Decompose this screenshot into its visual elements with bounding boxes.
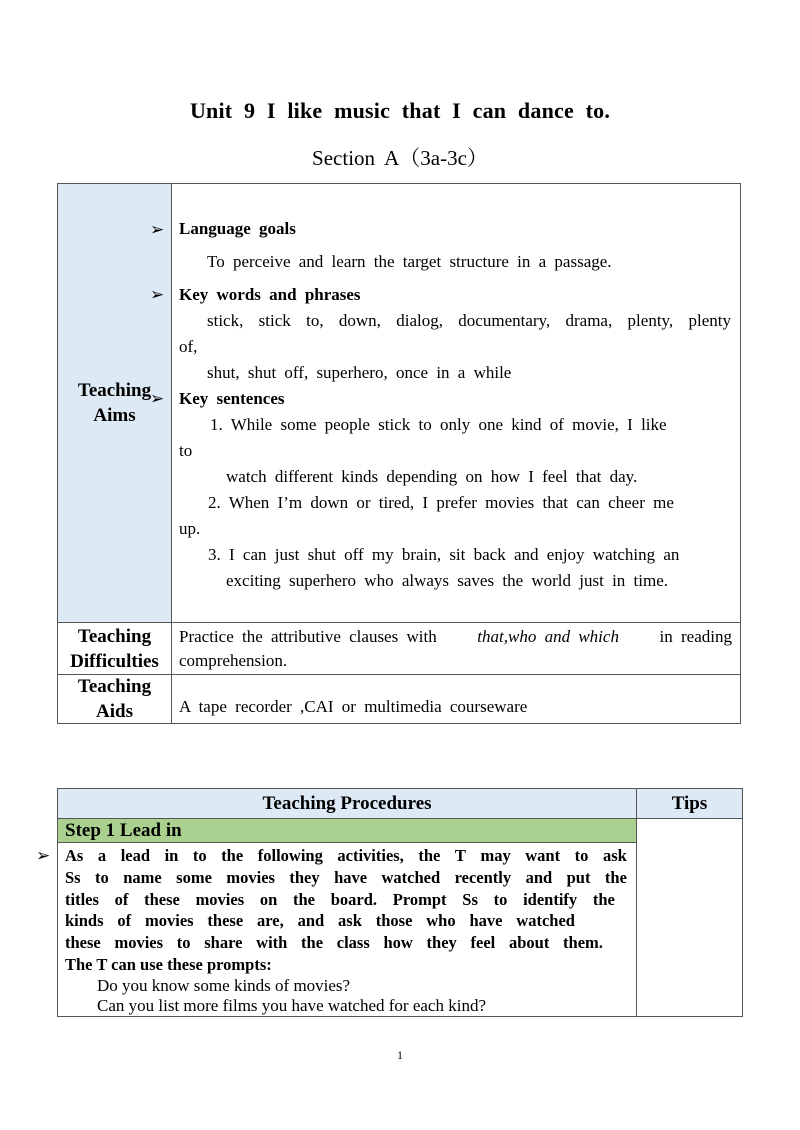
page-number: 1 — [397, 1048, 403, 1062]
sentence-1-line-2: to — [179, 441, 193, 460]
procedures-header — [58, 789, 636, 819]
sentence-1-line-3: watch different kinds depending on how I feel that day. — [226, 467, 638, 486]
difficulties-line-1 — [179, 627, 732, 647]
key-words-line — [207, 311, 731, 331]
procedures-header-label: Teaching Procedures — [262, 792, 432, 814]
teaching-aims-content — [150, 184, 740, 622]
teaching-difficulties-header — [58, 622, 172, 674]
key-words-line-2: of, — [179, 337, 198, 356]
sentence-3-line-1: 3. I can just shut off my brain, sit back and enjoy watching an — [208, 545, 680, 564]
teaching-difficulties-label: Teaching Difficulties — [70, 625, 159, 672]
difficulties-text-before: Practice the attributive clauses with — [179, 627, 437, 646]
difficulties-text-italic: that,who and which — [477, 627, 619, 646]
language-goals-text: To perceive and learn the target structure in a passage. — [207, 252, 612, 271]
bullet-arrow-icon: ➢ — [36, 846, 51, 865]
sentence-1-line-1: 1. While some people stick to only one kind of movie, I like — [210, 415, 667, 434]
teaching-difficulties-content — [172, 622, 740, 674]
bullet-arrow-icon: ➢ — [150, 285, 165, 304]
teaching-aims-label: Teaching Aims — [77, 380, 152, 426]
bullet-arrow-icon: ➢ — [150, 220, 165, 239]
document-subtitle: Section A（3a-3c） — [312, 146, 488, 170]
key-words-line-3: shut, shut off, superhero, once in a while — [207, 363, 512, 382]
teaching-aids-header — [58, 674, 172, 723]
difficulties-line-2: comprehension. — [179, 651, 288, 670]
bullet-arrow-icon: ➢ — [150, 389, 165, 408]
procedure-line-4: kinds of movies these are, and ask those who have watched — [65, 911, 575, 930]
procedure-line-5: these movies to share with the class how they feel about them. — [65, 933, 603, 952]
prompt-1: Do you know some kinds of movies? — [97, 976, 351, 995]
document-title: Unit 9 I like music that I can dance to. — [189, 98, 611, 123]
tips-header — [637, 789, 742, 819]
procedure-line-1: As a lead in to the following activities, the T may want to ask — [65, 846, 627, 865]
sentence-2-line-2: up. — [179, 519, 201, 538]
prompt-2: Can you list more films you have watched for each kind? — [97, 996, 486, 1015]
difficulties-text-after: in reading — [659, 627, 732, 646]
tips-header-label: Tips — [671, 792, 708, 814]
procedure-line-3: titles of these movies on the board. Prompt Ss to identify the — [65, 890, 615, 909]
teaching-procedures-table — [36, 788, 743, 1017]
step-1-label: Step 1 Lead in — [58, 819, 636, 843]
key-words-label: Key words and phrases — [179, 285, 361, 304]
key-sentences-label: Key sentences — [179, 389, 285, 408]
teaching-aids-label: Teaching Aids — [77, 676, 152, 722]
teaching-aims-table — [57, 183, 741, 724]
sentence-3-line-2: exciting superhero who always saves the world just in time. — [226, 571, 669, 590]
language-goals-label: Language goals — [179, 219, 296, 238]
procedure-line-2: Ss to name some movies they have watched recently and put the — [65, 868, 627, 887]
sentence-2-line-1: 2. When I’m down or tired, I prefer movies that can cheer me — [208, 493, 674, 512]
procedure-line-6: The T can use these prompts: — [65, 955, 272, 974]
key-words-line-1: stick, stick to, down, dialog, documentary, drama, plenty, plenty — [207, 311, 731, 330]
aids-text: A tape recorder ,CAI or multimedia courseware — [179, 697, 528, 716]
tips-column-divider — [636, 789, 637, 1016]
teaching-aids-content — [172, 674, 740, 723]
